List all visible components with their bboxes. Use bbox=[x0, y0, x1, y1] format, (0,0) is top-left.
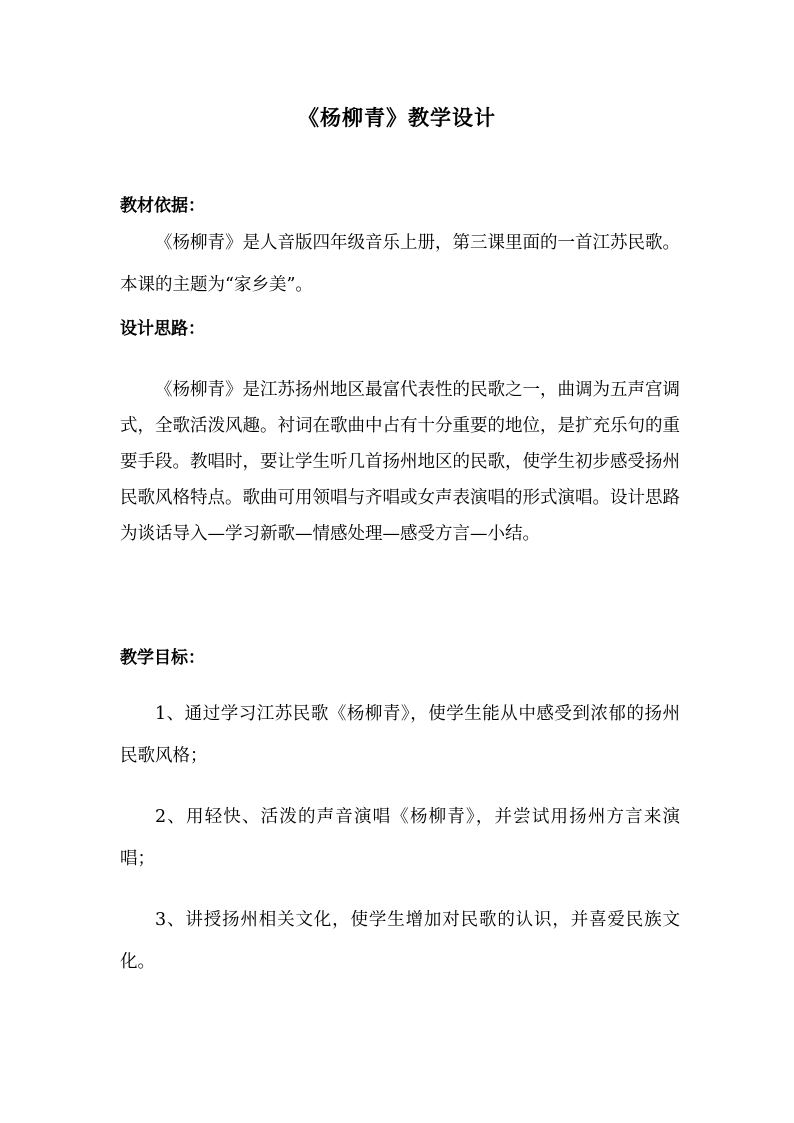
section-heading-design: 设计思路： bbox=[120, 319, 205, 339]
section-heading-goals: 教学目标： bbox=[120, 648, 205, 668]
goal-item-1: 1、通过学习江苏民歌《杨柳青》，使学生能从中感受到浓郁的扬州民歌风格； bbox=[120, 704, 680, 766]
document-title: 《杨柳青》教学设计 bbox=[298, 105, 496, 130]
goal-item-3: 3、讲授扬州相关文化，使学生增加对民歌的认识，并喜爱民族文化。 bbox=[120, 910, 680, 972]
materials-paragraph: 《杨柳青》是人音版四年级音乐上册，第三课里面的一首江苏民歌。本课的主题为“家乡美”。 bbox=[120, 233, 680, 295]
section-heading-materials: 教材依据： bbox=[120, 196, 205, 216]
design-paragraph: 《杨柳青》是江苏扬州地区最富代表性的民歌之一，曲调为五声宫调式，全歌活泼风趣。衬词在歌曲中占有十分重要的地位，是扩充乐句的重要手段。教唱时，要让学生听几首扬州地区的民歌，使学生初步感受扬州民歌风格特点。歌曲可用领唱与齐唱或女声表演唱的形式演唱。设计思路为谈话导入—学习新歌—情感处理—感受方言—小结。 bbox=[120, 380, 680, 544]
goal-item-2: 2、用轻快、活泼的声音演唱《杨柳青》，并尝试用扬州方言来演唱； bbox=[120, 807, 680, 869]
